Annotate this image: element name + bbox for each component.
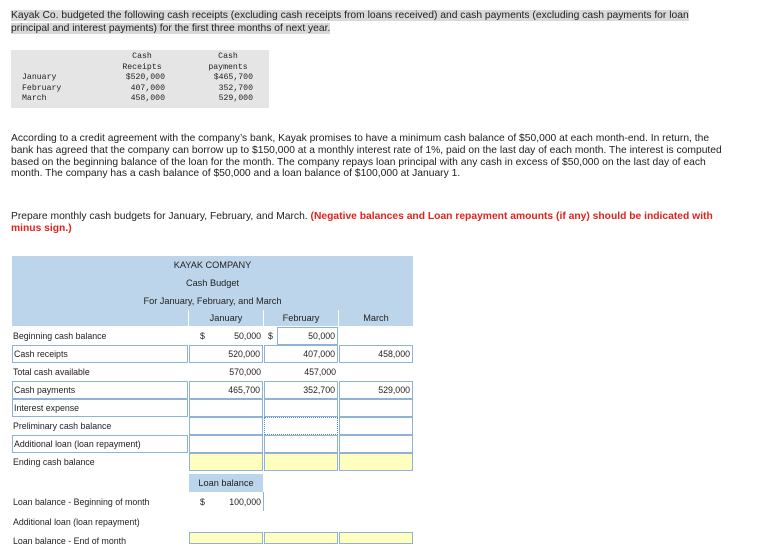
feb-total-cash: 457,000 <box>304 367 336 377</box>
feb-preliminary-input[interactable] <box>264 417 338 435</box>
feb-beginning-cash-input[interactable]: 50,000 <box>277 327 338 345</box>
problem-intro: Kayak Co. budgeted the following cash receipts (excluding cash receipts from loans received) and cash payments (excluding cash payments for loan principal and interest payments) for the first three months of next year. <box>11 10 689 34</box>
feb-cash-payments-input[interactable]: 352,700 <box>264 381 338 399</box>
receipts-value: 407,000 <box>130 83 165 93</box>
jan-cash-payments-input[interactable]: 465,700 <box>189 381 263 399</box>
label-beginning-cash: Beginning cash balance <box>13 331 107 341</box>
feb-interest-input[interactable] <box>264 399 338 417</box>
column-march: March <box>339 310 413 326</box>
label-ending-cash: Ending cash balance <box>13 457 95 467</box>
jan-preliminary-input[interactable] <box>189 417 263 435</box>
budget-period: For January, February, and March <box>12 292 413 310</box>
mar-additional-loan-input[interactable] <box>339 435 413 453</box>
label-loan-begin: Loan balance - Beginning of month <box>13 497 150 507</box>
jan-loan-end-input[interactable] <box>189 532 263 544</box>
mar-cash-receipts-input[interactable]: 458,000 <box>339 345 413 363</box>
label-total-cash: Total cash available <box>13 367 90 377</box>
label-loan-end: Loan balance - End of month <box>13 536 126 546</box>
mar-ending-cash-input[interactable] <box>339 453 413 471</box>
label-cash-payments: Cash payments <box>12 381 188 399</box>
header-cash-receipts: Cash Receipts <box>122 52 162 72</box>
feb-additional-loan-input[interactable] <box>264 435 338 453</box>
mar-cash-payments-input[interactable]: 529,000 <box>339 381 413 399</box>
month-label: March <box>22 94 47 103</box>
receipts-value: $520,000 <box>125 73 165 82</box>
column-february: February <box>264 310 338 326</box>
column-january: January <box>189 310 263 326</box>
payments-value: 529,000 <box>218 94 253 103</box>
month-label: February <box>22 83 62 93</box>
instructions-note: (Negative balances and Loan repayment amounts (if any) should be indicated with minus sign.) <box>11 211 713 234</box>
label-additional-loan: Additional loan (loan repayment) <box>12 435 188 453</box>
label-interest-expense: Interest expense <box>12 399 188 417</box>
jan-ending-cash-input[interactable] <box>189 453 263 471</box>
feb-cash-receipts-input[interactable]: 407,000 <box>264 345 338 363</box>
jan-cash-receipts-input[interactable]: 520,000 <box>189 345 263 363</box>
currency-symbol: $ <box>268 331 273 341</box>
label-loan-additional: Additional loan (loan repayment) <box>13 517 140 527</box>
payments-value: $465,700 <box>213 73 253 82</box>
mar-loan-end-input[interactable] <box>339 532 413 544</box>
company-name: KAYAK COMPANY <box>12 256 413 274</box>
column-divider <box>263 492 264 511</box>
jan-loan-begin: 100,000 <box>229 497 261 507</box>
budget-title: Cash Budget <box>12 274 413 292</box>
loan-balance-heading: Loan balance <box>189 474 263 492</box>
mar-beginning-cash <box>339 327 413 345</box>
header-cash-payments: Cash payments <box>208 52 248 72</box>
month-label: January <box>22 73 57 82</box>
column-header-blank <box>12 310 188 326</box>
instructions-text: Prepare monthly cash budgets for January, February, and March. <box>11 211 308 222</box>
receipts-value: 458,000 <box>130 94 165 103</box>
label-preliminary-balance: Preliminary cash balance <box>13 421 112 431</box>
mar-total-cash <box>339 363 413 381</box>
jan-additional-loan-input[interactable] <box>189 435 263 453</box>
jan-total-cash: 570,000 <box>229 367 261 377</box>
given-data-table <box>11 50 269 108</box>
currency-symbol: $ <box>200 331 205 341</box>
jan-loan-additional-input[interactable] <box>189 513 263 531</box>
label-cash-receipts: Cash receipts <box>12 345 188 363</box>
mar-interest-input[interactable] <box>339 399 413 417</box>
instructions <box>11 211 731 235</box>
feb-loan-end-input[interactable] <box>264 532 338 544</box>
mar-preliminary-input[interactable] <box>339 417 413 435</box>
credit-agreement-paragraph: According to a credit agreement with the company’s bank, Kayak promises to have a minimum cash balance of $50,000 at each month-end. In return, the bank has agreed that the company can borrow up to $150,000 at a monthly interest rate of 1%, paid on the last day of each month. The interest is computed based on the beginning balance of the loan for the month. The company repays loan principal with any cash in excess of $50,000 on the last day of each month. The company has a cash balance of $50,000 and a loan balance of $100,000 at January 1. <box>11 133 722 180</box>
jan-beginning-cash: 50,000 <box>234 331 261 341</box>
currency-symbol: $ <box>200 497 205 507</box>
feb-ending-cash-input[interactable] <box>264 453 338 471</box>
jan-interest-input[interactable] <box>189 399 263 417</box>
payments-value: 352,700 <box>218 83 253 93</box>
